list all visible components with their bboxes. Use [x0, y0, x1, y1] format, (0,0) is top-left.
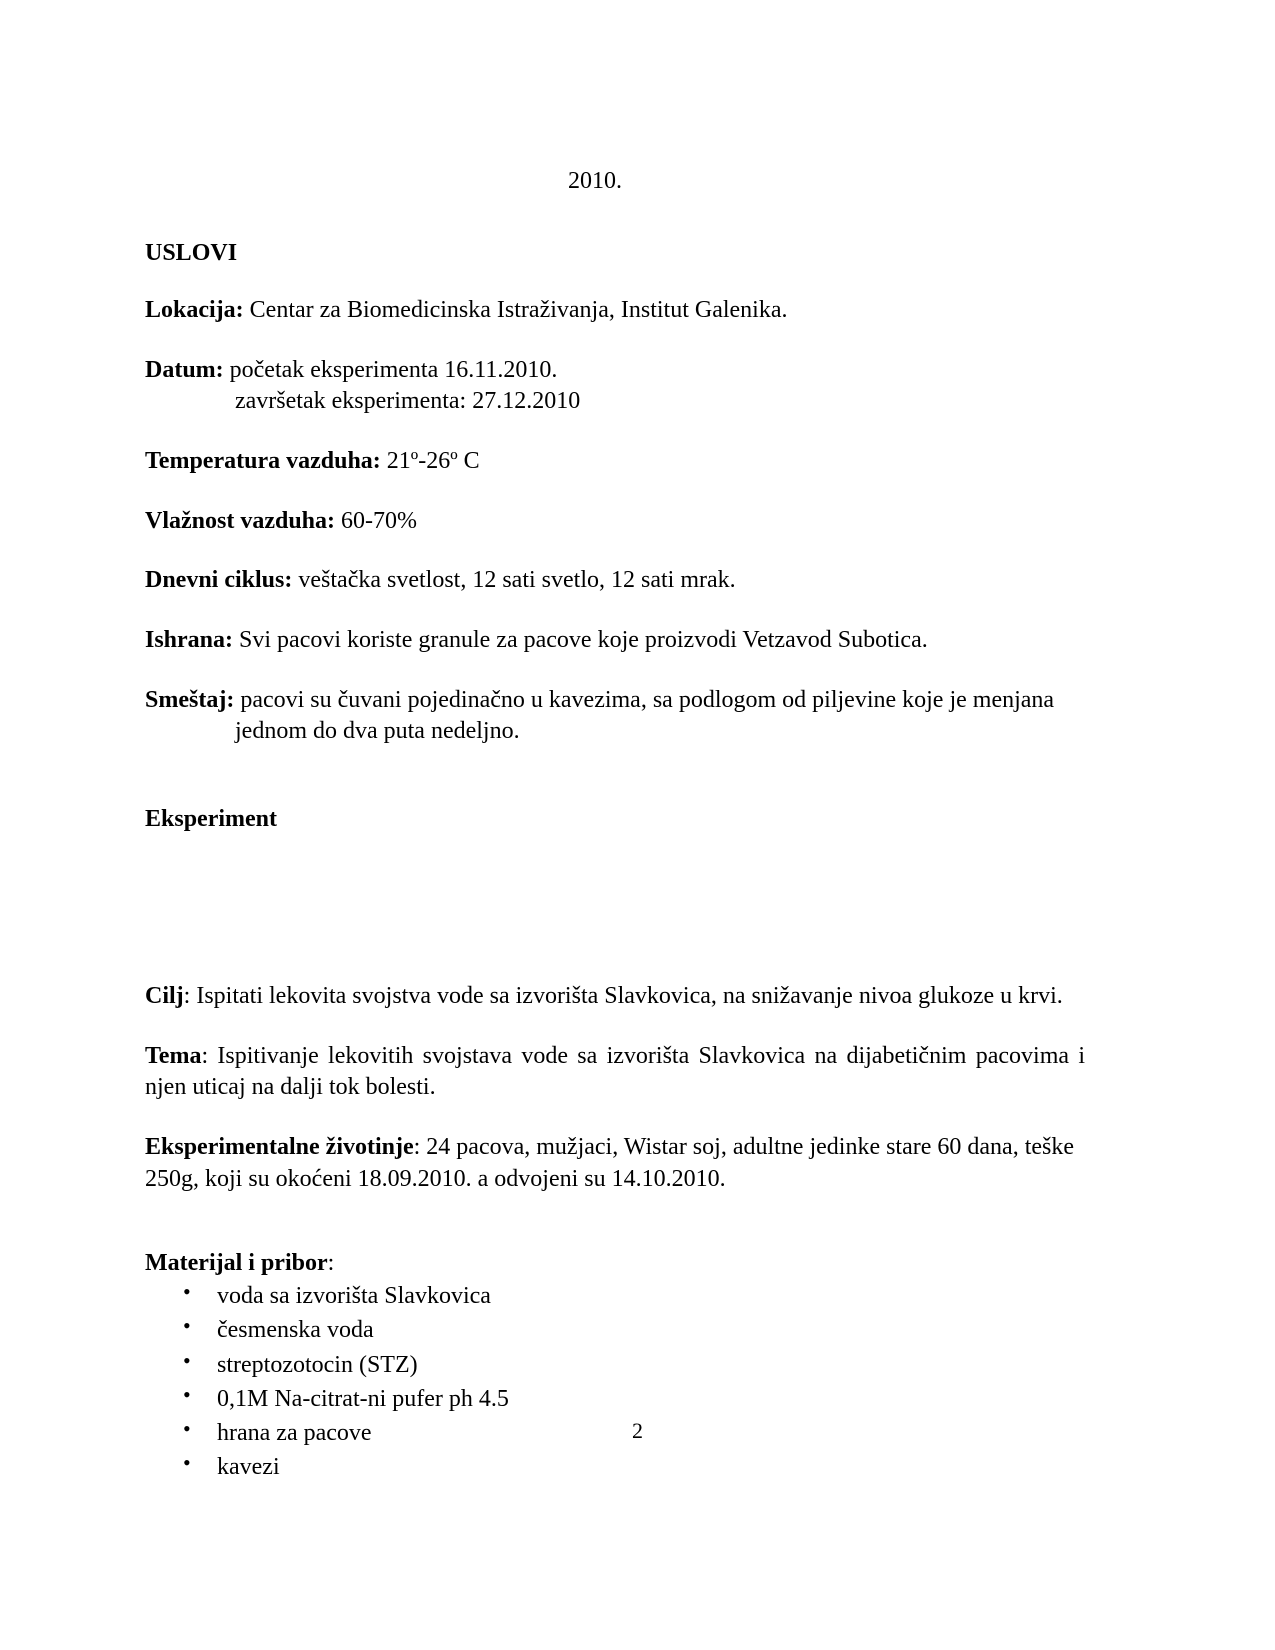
materials-heading-suffix: : — [327, 1250, 335, 1277]
field-vlaznost — [145, 506, 1085, 538]
field-smestaj-value: pacovi su čuvani pojedinačno u kavezima, sa podlogom od piljevine koje je menjana — [234, 686, 1055, 713]
field-smestaj — [145, 685, 1085, 748]
year-line: 2010. — [568, 168, 622, 194]
section-title-uslovi: USLOVI — [145, 240, 238, 266]
field-eksperimentalne-zivotinje-value: : 24 pacova, mužjaci, Wistar soj, adultne jedinke stare 60 dana, teške 250g, koji su okoćeni 18.09.2010. a odvojeni su 14.10.2010. — [145, 1134, 1075, 1192]
list-item: • 0,1M Na-citrat-ni pufer ph 4.5 — [145, 1382, 1085, 1416]
field-cilj-value: : Ispitati lekovita svojstva vode sa izvorišta Slavkovica, na snižavanje nivoa glukoze u krvi. — [183, 983, 1063, 1010]
field-eksperimentalne-zivotinje-label: Eksperimentalne životinje — [145, 1134, 414, 1161]
field-ishrana-value: Svi pacovi koriste granule za pacove koje proizvodi Vetzavod Subotica. — [233, 627, 928, 654]
field-ishrana — [145, 625, 1085, 657]
field-datum-value-line2: završetak eksperimenta: 27.12.2010 — [235, 388, 581, 415]
field-dnevni-ciklus-value: veštačka svetlost, 12 sati svetlo, 12 sati mrak. — [292, 567, 736, 594]
field-eksperimentalne-zivotinje — [145, 1132, 1085, 1195]
field-lokacija — [145, 295, 1085, 327]
field-smestaj-label: Smeštaj: — [145, 686, 235, 713]
materials-list — [145, 1279, 1085, 1483]
materials-heading-label: Materijal i pribor — [145, 1250, 328, 1277]
list-item: • voda sa izvorišta Slavkovica — [145, 1279, 1085, 1313]
list-item: • kavezi — [145, 1450, 1085, 1484]
field-smestaj-value-line2: jednom do dva puta nedeljno. — [235, 718, 520, 745]
field-vlaznost-value: 60-70% — [335, 507, 418, 534]
field-datum — [145, 355, 1085, 418]
section-title-eksperiment: Eksperiment — [145, 806, 277, 833]
page-content — [145, 0, 1085, 1484]
field-tema-label: Tema — [145, 1042, 202, 1069]
field-dnevni-ciklus — [145, 565, 1085, 597]
field-cilj-label: Cilj — [145, 983, 184, 1010]
field-vlaznost-label: Vlažnost vazduha: — [145, 507, 336, 534]
field-datum-value: početak eksperimenta 16.11.2010. — [223, 356, 558, 383]
field-dnevni-ciklus-label: Dnevni ciklus: — [145, 567, 293, 594]
list-item: • česmenska voda — [145, 1313, 1085, 1347]
page-number: 2 — [632, 1418, 643, 1443]
field-temperatura — [145, 446, 1085, 478]
list-item: • hrana za pacove — [145, 1416, 1085, 1450]
field-tema — [145, 1041, 1085, 1104]
materials-heading — [145, 1250, 1085, 1277]
spacer-block — [145, 833, 1085, 953]
field-ishrana-label: Ishrana: — [145, 627, 234, 654]
field-temperatura-value: 21º-26º C — [380, 448, 480, 475]
field-lokacija-value: Centar za Biomedicinska Istraživanja, Institut Galenika. — [243, 297, 788, 323]
field-cilj — [145, 981, 1085, 1013]
list-item: • streptozotocin (STZ) — [145, 1348, 1085, 1382]
field-lokacija-label: Lokacija: — [145, 297, 244, 323]
field-temperatura-label: Temperatura vazduha: — [145, 448, 381, 475]
field-tema-value: : Ispitivanje lekovitih svojstava vode sa izvorišta Slavkovica na dijabetičnim pacovima i njen uticaj na dalji tok bolesti. — [145, 1042, 1085, 1101]
field-datum-label: Datum: — [145, 356, 224, 383]
